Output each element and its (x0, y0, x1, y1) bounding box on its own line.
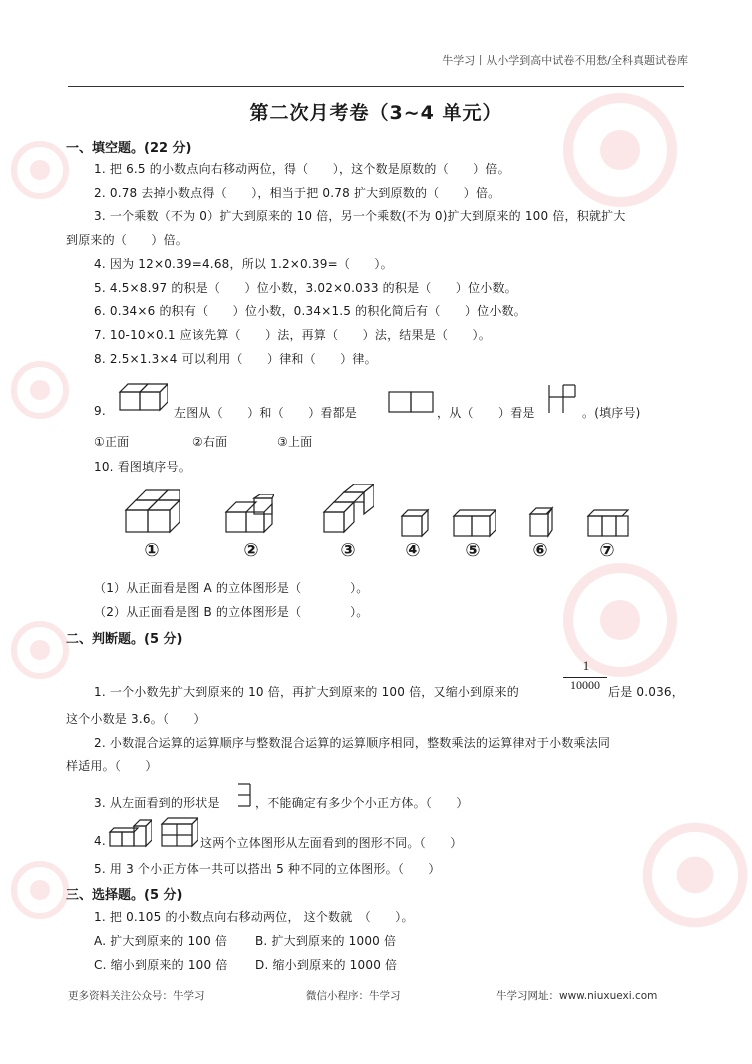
figure-label-3: ③ (340, 540, 356, 561)
figure-label-5: ⑤ (465, 540, 481, 561)
question-1-9-number: 9. (94, 404, 106, 418)
question-2-1-line1: 1. 一个小数先扩大到原来的 10 倍，再扩大到原来的 100 倍，又缩小到原来的 (94, 685, 519, 699)
footer-website: 牛学习网址：www.niuxuexi.com (496, 990, 658, 1002)
q9-cube-figure (118, 380, 168, 414)
q9-top-view-shape (547, 383, 577, 415)
fraction-denominator: 10000 (570, 678, 600, 692)
figure-label-6: ⑥ (532, 540, 548, 561)
question-2-4-text: 这两个立体图形从左面看到的图形不同。（ ） (200, 836, 463, 850)
q3-left-view-shape (236, 782, 252, 808)
question-2-3-post: ，不能确定有多少个小正方体。（ ） (255, 796, 469, 810)
q4-figure-a (108, 818, 152, 848)
watermark-logo-left-2 (10, 360, 70, 420)
question-2-1-line1-end: 后是 0.036， (608, 685, 684, 699)
question-2-2-line1: 2. 小数混合运算的运算顺序与整数混合运算的运算顺序相同，整数乘法的运算律对于小数乘法同 (94, 736, 611, 750)
figure-4-cubes (400, 506, 430, 538)
section-heading-choice: 三、选择题。(5 分) (66, 888, 183, 903)
watermark-logo-left-3 (10, 620, 70, 680)
question-1-3-line1: 3. 一个乘数（不为 0）扩大到原来的 10 倍，另一个乘数(不为 0)扩大到原来的 100 倍，积就扩大 (94, 209, 626, 223)
question-1-6: 6. 0.34×6 的积有（ ）位小数，0.34×1.5 的积化简后有（ ）位小数。 (94, 304, 526, 318)
figure-6-cubes (528, 504, 554, 538)
question-1-5: 5. 4.5×8.97 的积是（ ）位小数，3.02×0.033 的积是（ ）位小数。 (94, 281, 517, 295)
question-1-10-1: （1）从正面看是图 A 的立体图形是（ ）。 (94, 581, 369, 595)
figure-label-1: ① (144, 540, 160, 561)
question-1-10: 10. 看图填序号。 (94, 460, 191, 474)
section-heading-judge: 二、判断题。(5 分) (66, 632, 183, 647)
question-1-4: 4. 因为 12×0.39=4.68，所以 1.2×0.39=（ ）。 (94, 257, 393, 271)
question-2-1-line2: 这个小数是 3.6。（ ） (66, 712, 206, 726)
footer-wechat-account: 更多资料关注公众号：牛学习 (68, 990, 205, 1002)
question-1-9-part1: 左图从（ ）和（ ）看都是 (174, 406, 358, 420)
q4-figure-b (160, 816, 198, 848)
footer-mini-program: 微信小程序：牛学习 (306, 990, 401, 1002)
figure-5-cubes (452, 506, 496, 538)
q9-front-view-shape (388, 390, 434, 414)
figure-label-4: ④ (405, 540, 421, 561)
fraction-numerator: 1 (582, 658, 590, 673)
header-divider (68, 86, 684, 87)
question-1-2: 2. 0.78 去掉小数点得（ ），相当于把 0.78 扩大到原数的（ ）倍。 (94, 186, 501, 200)
watermark-logo-left-1 (10, 140, 70, 200)
page-title: 第二次月考卷（3~4 单元） (249, 102, 503, 124)
question-1-1: 1. 把 6.5 的小数点向右移动两位，得（ ），这个数是原数的（ ）倍。 (94, 162, 510, 176)
section-heading-fill: 一、填空题。(22 分) (66, 141, 192, 156)
option-c: C. 缩小到原来的 100 倍 (94, 958, 228, 972)
question-1-8: 8. 2.5×1.3×4 可以利用（ ）律和（ ）律。 (94, 352, 377, 366)
option-b: B. 扩大到原来的 1000 倍 (255, 934, 397, 948)
q9-option-right: ②右面 (192, 435, 228, 449)
q9-option-top: ③上面 (277, 435, 313, 449)
question-1-9-part3: 。(填序号) (582, 406, 641, 420)
q9-option-front: ①正面 (94, 435, 130, 449)
watermark-logo-left-4 (10, 860, 70, 920)
figure-1-cubes (124, 488, 180, 536)
figure-7-cubes (586, 506, 630, 538)
question-3-1: 1. 把 0.105 的小数点向右移动两位， 这个数就 （ ）。 (94, 910, 414, 924)
question-1-9-part2: ，从（ ）看是 (437, 406, 535, 420)
watermark-logo-right-3 (640, 820, 750, 930)
option-a: A. 扩大到原来的 100 倍 (94, 934, 228, 948)
question-1-3-line2: 到原来的（ ）倍。 (66, 233, 189, 247)
question-1-10-2: （2）从正面看是图 B 的立体图形是（ ）。 (94, 605, 369, 619)
question-2-5: 5. 用 3 个小正方体一共可以搭出 5 种不同的立体图形。（ ） (94, 862, 441, 876)
question-1-7: 7. 10-10×0.1 应该先算（ ）法，再算（ ）法，结果是（ ）。 (94, 328, 491, 342)
figure-label-7: ⑦ (599, 540, 615, 561)
header-tagline: 牛学习丨从小学到高中试卷不用愁/全科真题试卷库 (442, 54, 688, 67)
question-2-4-number: 4. (94, 834, 106, 848)
question-2-2-line2: 样适用。（ ） (66, 759, 158, 773)
question-2-3-pre: 3. 从左面看到的形状是 (94, 796, 220, 810)
figure-label-2: ② (243, 540, 259, 561)
figure-3-cubes (322, 484, 374, 536)
figure-2-cubes (224, 494, 274, 536)
option-d: D. 缩小到原来的 1000 倍 (255, 958, 398, 972)
